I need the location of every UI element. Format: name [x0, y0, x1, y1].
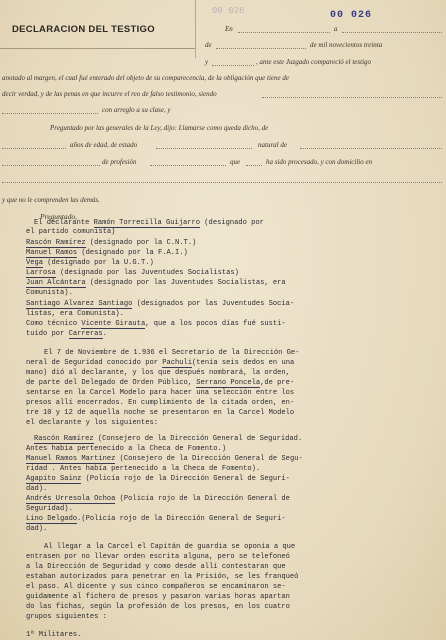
line-text: El declarante — [34, 219, 94, 227]
line-text: . — [102, 330, 107, 338]
testimony-line — [26, 301, 294, 308]
line-text: ridad . Antes había pertenecido a la Checa de Fomento). — [26, 465, 261, 473]
testimony-line — [26, 486, 47, 493]
testimony-line — [26, 270, 239, 277]
form-line-edad: años de edad, de estado — [70, 141, 138, 149]
underlined-name: Serrano Poncela — [196, 379, 261, 387]
testimony-line — [26, 496, 290, 503]
testimony-line — [26, 380, 294, 387]
header-rule — [0, 48, 195, 49]
line-text: (tenía seis dedos en una — [192, 359, 295, 367]
testimony-line — [26, 456, 303, 463]
line-text: (designado por la U.G.T.) — [43, 259, 154, 267]
line-text: .(Policía rojo de la Dirección General de Seguri- — [77, 515, 286, 523]
line-text: entrasen por no llevar orden escrita alguna, pero se telefoneó — [26, 553, 290, 561]
line-text: neral de Seguridad conocido por — [26, 359, 163, 367]
testimony-line — [26, 290, 73, 297]
line-text: listas, era Comunista). — [26, 310, 124, 318]
form-a-label: a — [334, 25, 338, 33]
line-text: (Policía rojo de la Dirección General de Seguri- — [81, 475, 290, 483]
testimony-line — [26, 604, 290, 611]
form-line-generales: Preguntado por las generales de la Ley, dijo: Llamarse como queda dicho, de — [50, 124, 269, 132]
form-que-label: que — [230, 158, 241, 166]
testimony-line — [34, 220, 264, 227]
testimony-line — [26, 594, 290, 601]
line-text: (Consejero de la Dirección General de Seguridad. — [93, 435, 303, 443]
underlined-name: Rascón Ramírez — [34, 435, 94, 443]
underlined-name: Juan Alcántara — [26, 279, 86, 287]
testimony-line — [26, 420, 158, 427]
line-text: estaban autorizados para penetrar en la Prisión, se les franqueó — [26, 573, 299, 581]
testimony-line — [26, 564, 286, 571]
form-y-label: y — [205, 58, 209, 66]
underlined-name: Vicente Girauta — [81, 320, 146, 328]
underlined-name: Agapito Sainz — [26, 475, 82, 483]
testimony-line — [26, 574, 298, 581]
line-text: dad). — [26, 485, 48, 493]
line-text: (designado por — [200, 219, 264, 227]
line-text: Comunista). — [26, 289, 73, 297]
form-comparecio-label: , ante este Juzgado compareció el testigo — [256, 58, 372, 66]
document-number: 00 026 — [330, 10, 373, 21]
line-text: do las fichas, según la profesión de los presos, en los cuatro — [26, 603, 290, 611]
line-text: mano) dió al declarante, y los que después nombrará, la orden, — [26, 369, 290, 377]
testimony-line — [26, 370, 290, 377]
underlined-name: Vega — [26, 259, 44, 267]
line-text: a la Dirección de Seguridad y como desde allí contestaran que — [26, 563, 286, 571]
underlined-name: Carreras — [68, 330, 103, 338]
form-de-label: de — [205, 41, 212, 49]
form-line-demas: y que no le comprenden las demás. — [2, 196, 100, 204]
line-text: (designado por la F.A.I.) — [77, 249, 188, 257]
form-natural-label: natural de — [258, 141, 287, 149]
testimony-line — [26, 410, 294, 417]
line-text: el paso. Al dicente y sus cinco compañeros se encaminaron se- — [26, 583, 286, 591]
testimony-line — [26, 614, 107, 621]
form-profesion-label: de profesión — [102, 158, 137, 166]
underlined-name: Pachuli — [162, 359, 193, 367]
form-line-clase: con arreglo a su clase, y — [102, 106, 171, 114]
line-text: (designado por las Juventudes Socialistas, era — [85, 279, 286, 287]
testimony-line — [26, 446, 226, 453]
testimony-line — [26, 584, 286, 591]
line-text: grupos siguientes : — [26, 613, 107, 621]
faded-stamp: 00 026 — [212, 6, 245, 16]
line-text: sentarse en la Carcel Modelo para hacer una selección entre los — [26, 389, 295, 397]
preguntado-label: Preguntado, — [40, 212, 78, 221]
line-text: , que a los pocos días fué susti- — [145, 320, 286, 328]
underlined-name: Santiago Alvarez Santiago — [26, 300, 133, 308]
testimony-line — [44, 350, 299, 357]
line-text: ,de pre- — [260, 379, 295, 387]
line-text: dad). — [26, 525, 48, 533]
testimony-line — [44, 544, 295, 551]
form-year-label: de mil novecientos treinta — [310, 41, 383, 49]
line-text: Al llegar a la Carcel el Capitán de guardia se oponía a que — [44, 543, 296, 551]
form-en-label: En — [225, 25, 233, 33]
testimony-line — [26, 250, 188, 257]
testimony-line — [26, 390, 294, 397]
testimony-line — [26, 476, 290, 483]
form-line-anotado: anotado al margen, el cual fué enterado del objeto de su comparecencia, de la obligación que tiene de — [2, 74, 289, 82]
line-text: el partido comunista) — [26, 228, 116, 236]
testimony-line — [26, 506, 73, 513]
line-text: Seguridad). — [26, 505, 73, 513]
testimony-line — [26, 516, 286, 523]
form-domicilio-label: ha sido procesado, y con domicilio en — [266, 158, 373, 166]
testimony-line — [34, 436, 302, 443]
line-text: tuido por — [26, 330, 69, 338]
testimony-line — [26, 466, 260, 473]
form-line-decir: decir verdad, y de las penas en que incurre el reo de falso testimonio, siendo — [2, 90, 217, 98]
line-text: guidamente al fichero de presos y pasaron varias horas apartan — [26, 593, 290, 601]
testimony-line — [26, 360, 294, 367]
page-title: DECLARACION DEL TESTIGO — [12, 24, 155, 35]
underlined-name: Manuel Ramos — [26, 249, 78, 257]
underlined-name: Larrosa — [26, 269, 56, 277]
line-text: el declarante y los siguientes: — [26, 419, 158, 427]
testimony-line — [26, 331, 107, 338]
testimony-line — [26, 260, 154, 267]
testimony-line — [26, 229, 115, 236]
line-text: (designado por la C.N.T.) — [85, 239, 197, 247]
underlined-name: Lino Delgado — [26, 515, 78, 523]
testimony-line — [26, 400, 294, 407]
testimony-line — [26, 321, 286, 328]
line-text: (Policía rojo de la Dirección General de — [115, 495, 290, 503]
testimony-line — [26, 280, 286, 287]
testimony-line — [26, 554, 290, 561]
underlined-name: Ramón Torrecilla Guijarro — [93, 219, 201, 227]
line-text: (Consejero de la Dirección General de Segu- — [115, 455, 303, 463]
line-text: tre 10 y 12 de aquella noche se presentaron en la Carcel Modelo — [26, 409, 295, 417]
margin-divider — [195, 0, 196, 58]
line-text: Como técnico — [26, 320, 82, 328]
testimony-line — [26, 311, 124, 318]
line-text: (designado por las Juventudes Socialistas) — [55, 269, 239, 277]
testimony-line — [26, 632, 81, 639]
line-text: El 7 de Noviembre de 1.936 el Secretario de la Dirección Ge- — [44, 349, 300, 357]
underlined-name: Andrés Urresola Ochoa — [26, 495, 116, 503]
line-text: presos allí encerrados. En cumplimiento de la citada orden, en- — [26, 399, 295, 407]
line-text: de parte del Delegado de Orden Público, — [26, 379, 197, 387]
line-text: (designados por las Juventudes Socia- — [132, 300, 295, 308]
testimony-line — [26, 240, 196, 247]
line-text: Antes había pertenecido a la Checa de Fomento.) — [26, 445, 227, 453]
line-text: 1ª Militares. — [26, 631, 82, 639]
underlined-name: Manuel Ramos Martínez — [26, 455, 116, 463]
underlined-name: Rascón Ramírez — [26, 239, 86, 247]
testimony-line — [26, 526, 47, 533]
